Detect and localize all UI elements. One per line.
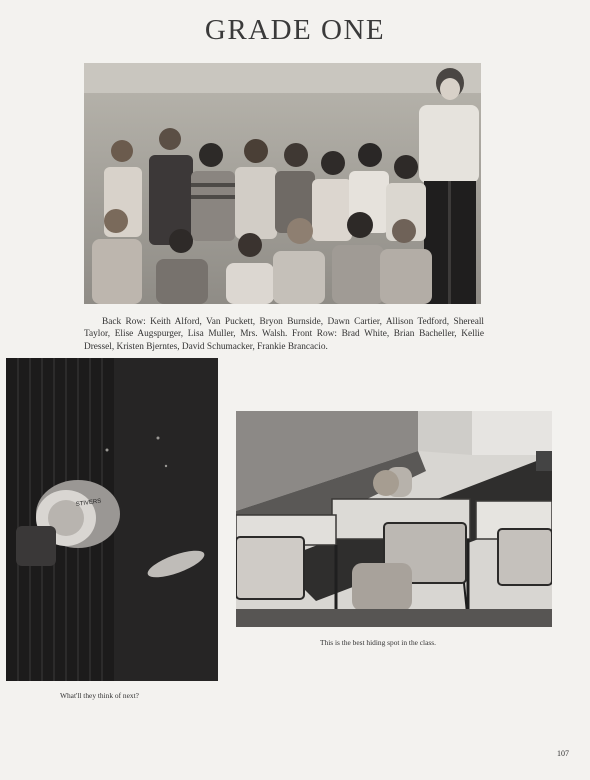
class-group-photo — [84, 63, 481, 304]
classroom-photo-caption: This is the best hiding spot in the class. — [320, 638, 436, 647]
page-title: GRADE ONE — [204, 14, 386, 46]
clock-photo — [6, 358, 218, 681]
page-number: 107 — [557, 749, 569, 758]
classroom-photo — [236, 411, 552, 627]
clock-brand-text: STIVERS — [75, 498, 102, 508]
class-photo-caption: Back Row: Keith Alford, Van Puckett, Bryon Burnside, Dawn Cartier, Allison Tedford, Shereall Taylor, Elise Augspurger, Lisa Muller, Mrs. Walsh. Front Row: Brad White, Brian Bacheller, Kellie Dressel, Kristen Bjerntes, David Schumacker, Frankie Brancacio. — [84, 317, 484, 352]
clock-photo-caption: What'll they think of next? — [60, 691, 139, 700]
